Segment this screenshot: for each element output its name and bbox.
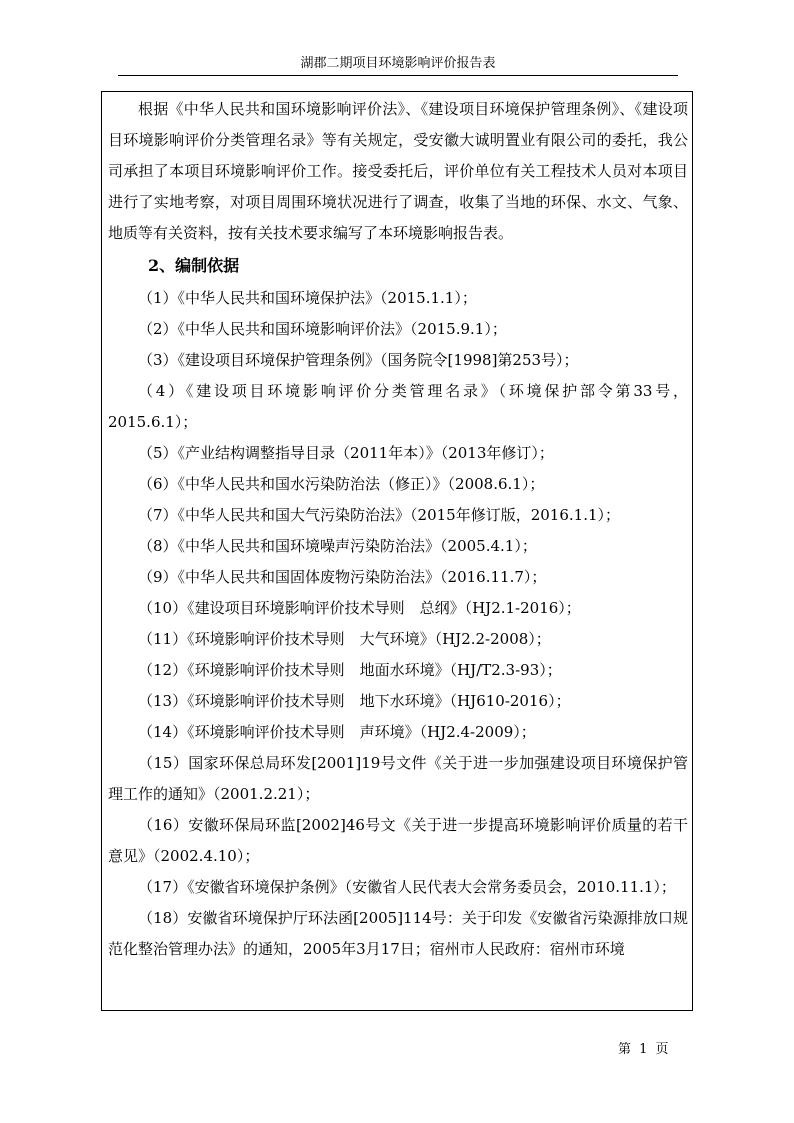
reference-text: 《建设项目环境影响评价技术导则 总纲》（HJ2.1-2016）； xyxy=(187,599,581,617)
reference-text: 《环境影响评价技术导则 大气环境》（HJ2.2-2008）； xyxy=(187,630,551,648)
reference-text: 《建设项目环境影响评价分类管理名录》（环境保护部令第33号，2015.6.1）； xyxy=(108,382,688,431)
reference-number: （4） xyxy=(138,382,186,400)
reference-number: （3） xyxy=(138,351,178,369)
reference-item-1 xyxy=(108,283,688,314)
reference-text: 《产业结构调整指导目录（2011年本）》（2013年修订）； xyxy=(177,444,554,462)
intro-paragraph: 根据《中华人民共和国环境影响评价法》、《建设项目环境保护管理条例》、《建设项目环境影响评价分类管理名录》等有关规定，受安徽大诚明置业有限公司的委托，我公司承担了本项目环境影响评价工作。接受委托后，评价单位有关工程技术人员对本项目进行了实地考察，对项目周围环境状况进行了调查，收集了当地的环保、水文、气象、地质等有关资料，按有关技术要求编写了本环境影响报告表。 xyxy=(108,100,688,242)
reference-number: （2） xyxy=(138,320,178,338)
reference-number: （1） xyxy=(138,289,178,307)
reference-number: （8） xyxy=(138,537,178,555)
reference-item-17 xyxy=(108,872,688,903)
reference-number: （7） xyxy=(138,506,178,524)
reference-text: 安徽省环境保护厅环法函[2005]114号：关于印发《安徽省污染源排放口规范化整治管理办法》的通知，2005年3月17日；宿州市人民政府：宿州市环境 xyxy=(108,909,688,958)
reference-item-12 xyxy=(108,655,688,686)
page-number: 第 1 页 xyxy=(618,1042,669,1057)
reference-item-9 xyxy=(108,562,688,593)
reference-text: 《安徽省环境保护条例》（安徽省人民代表大会常务委员会，2010.11.1）； xyxy=(187,878,676,896)
reference-text: 《中华人民共和国水污染防治法（修正）》（2008.6.1）； xyxy=(177,475,545,493)
reference-item-5 xyxy=(108,438,688,469)
reference-text: 国家环保总局环发[2001]19号文件《关于进一步加强建设项目环境保护管理工作的通知》（2001.2.21）； xyxy=(108,754,689,803)
reference-item-8 xyxy=(108,531,688,562)
reference-item-10 xyxy=(108,593,688,624)
reference-text: 《环境影响评价技术导则 地下水环境》（HJ610-2016）； xyxy=(187,692,571,710)
header-divider xyxy=(118,75,678,76)
reference-text: 《中华人民共和国环境影响评价法》（2015.9.1）； xyxy=(177,320,507,338)
reference-number: （12） xyxy=(138,661,188,679)
reference-number: （5） xyxy=(138,444,178,462)
reference-item-13 xyxy=(108,686,688,717)
reference-item-14 xyxy=(108,717,688,748)
reference-text: 《中华人民共和国大气污染防治法》（2015年修订版，2016.1.1）； xyxy=(177,506,621,524)
document-body xyxy=(108,94,688,965)
section-title: 2、编制依据 xyxy=(148,256,240,275)
content-frame xyxy=(101,91,693,1011)
reference-item-16 xyxy=(108,810,688,872)
reference-number: （11） xyxy=(138,630,188,648)
reference-item-6 xyxy=(108,469,688,500)
reference-item-15 xyxy=(108,748,688,810)
reference-item-3 xyxy=(108,345,688,376)
reference-item-2 xyxy=(108,314,688,345)
reference-number: （15） xyxy=(138,754,189,772)
reference-item-11 xyxy=(108,624,688,655)
reference-item-18 xyxy=(108,903,688,965)
reference-number: （14） xyxy=(138,723,188,741)
reference-number: （10） xyxy=(138,599,188,617)
reference-text: 《中华人民共和国环境保护法》（2015.1.1）； xyxy=(177,289,477,307)
reference-text: 安徽环保局环监[2002]46号文《关于进一步提高环境影响评价质量的若干意见》（2002.4.10）； xyxy=(108,816,689,865)
page-header-title: 湖郡二期项目环境影响评价报告表 xyxy=(300,56,496,71)
reference-number: （16） xyxy=(138,816,189,834)
reference-number: （17） xyxy=(138,878,188,896)
reference-number: （6） xyxy=(138,475,178,493)
reference-number: （9） xyxy=(138,568,178,586)
reference-text: 《中华人民共和国固体废物污染防治法》（2016.11.7）； xyxy=(177,568,547,586)
reference-text: 《中华人民共和国环境噪声污染防治法》（2005.4.1）； xyxy=(177,537,537,555)
reference-number: （13） xyxy=(138,692,188,710)
reference-text: 《环境影响评价技术导则 地面水环境》（HJ/T2.3-93）； xyxy=(187,661,562,679)
reference-text: 《环境影响评价技术导则 声环境》（HJ2.4-2009）； xyxy=(187,723,536,741)
reference-text: 《建设项目环境保护管理条例》（国务院令[1998]第253号）； xyxy=(177,351,579,369)
reference-item-7 xyxy=(108,500,688,531)
reference-number: （18） xyxy=(138,909,188,927)
reference-item-4 xyxy=(108,376,688,438)
